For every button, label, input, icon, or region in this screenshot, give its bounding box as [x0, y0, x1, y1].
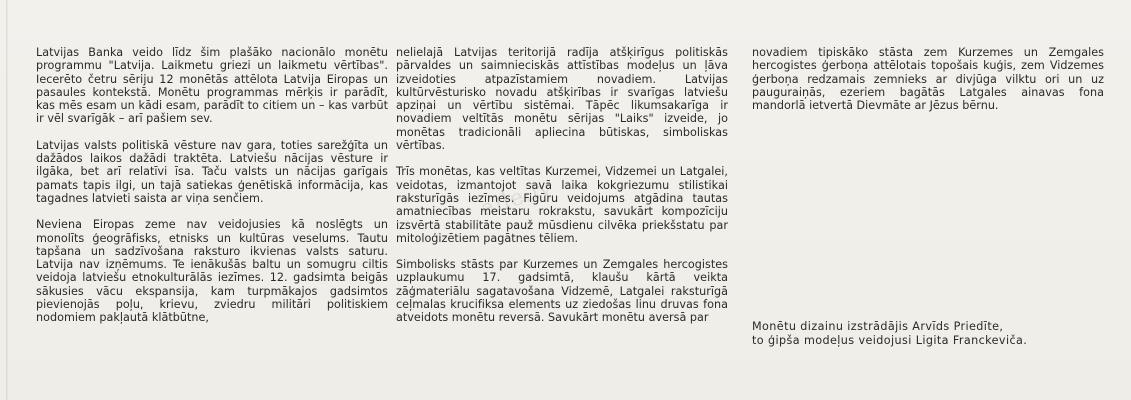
paragraph: Trīs monētas, kas veltītas Kurzemei, Vidzemei un Latgalei, veidotas, izmantojot savā laika kokgriezumu stilistikai raksturīgās iezīmes. Figūru veidojums atgādina tautas amatniecības meistaru rokrakstu, savukārt kompozīciju izsvērtā stabilitāte pauž mūsdienu cilvēka priekšstatu par mitoloģizētiem pagātnes tēliem.: [396, 165, 728, 245]
paragraph: novadiem tipiskāko stāsta zem Kurzemes un Zemgales hercogistes ģerboņa attēlotais topošais kuģis, zem Vidzemes ģerboņa redzamais zemnieks ar divjūga vilktu ori un uz pauguraiņās, ezeriem bagātās Latgales ainavas fona mandorlā ietvertā Dievmāte ar Jēzus bērnu.: [752, 46, 1104, 113]
paragraph: Latvijas Banka veido līdz šim plašāko nacionālo monētu programmu "Latvija. Laikmetu griezi un laikmetu vērtības". Iecerēto četru sēriju 12 monētās attēlota Latvija Eiropas un pasaules kontekstā. Monētu programmas mērķis ir parādīt, kas mēs esam un kādi esam, parādīt to citiem un – kas varbūt ir vēl svarīgāk – arī pašiem sev.: [36, 46, 388, 126]
credits-line: Monētu dizainu izstrādājis Arvīds Priedīte,: [752, 320, 1004, 333]
paragraph: Neviena Eiropas zeme nav veidojusies kā noslēgts un monolīts ģeogrāfisks, etnisks un kultūras veselums. Tautu tapšana un sadzīvošana raksturo ikvienas valsts saturu. Latvija nav izņēmums. Te ienākušās baltu un somugru ciltis veidoja latviešu etnokulturālās iezīmes. 12. gadsimta beigās sākusies vācu ekspansija, kam turpmākajos gadsimtos pievienojās poļu, krievu, zviedru militāri politiskiem nodomiem pakļautā klātbūtne,: [36, 218, 388, 325]
text-column-1: [36, 46, 388, 338]
paragraph: nelielajā Latvijas teritorijā radīja atšķirīgus politiskās pārvaldes un saimnieciskās attīstības modeļus un ļāva izveidoties atpazīstamiem novadiem. Latvijas kultūrvēsturisko novadu atšķirības ir svarīgas latviešu apziņai un vērtību sistēmai. Tāpēc likumsakarīga ir novadiem veltītās monētu sērijas "Laiks" izveide, jo monētas tradicionāli apliecina būtiskas, simboliskas vērtības.: [396, 46, 728, 153]
text-column-3: [752, 46, 1104, 125]
design-credits: [752, 320, 1112, 348]
paragraph: Latvijas valsts politiskā vēsture nav gara, toties sarežģīta un dažādos laikos dažādi traktēta. Latviešu nācijas vēsture ir ilgāka, bet arī relatīvi īsa. Taču valsts un nācijas garīgais pamats tapis ilgi, un tajā satiekas ģenētiskā informācija, kas tagadnes latvieti saista ar viņa senčiem.: [36, 138, 388, 205]
text-column-2: [396, 46, 728, 338]
paragraph: Simbolisks stāsts par Kurzemes un Zemgales hercogistes uzplaukumu 17. gadsimtā, klaušu kārtā veikta zāģmateriālu sagatavošana Vidzemē, Latgalei raksturīgā ceļmalas krucifiksa elements uz ziedošas linu druvas fona atveidots monētu reversā. Savukārt monētu aversā par: [396, 258, 728, 325]
credits-line: to ģipša modeļus veidojusi Ligita Franckeviča.: [752, 334, 1028, 347]
page-fold: [6, 0, 8, 400]
watermark: alle.lv: [477, 175, 556, 222]
